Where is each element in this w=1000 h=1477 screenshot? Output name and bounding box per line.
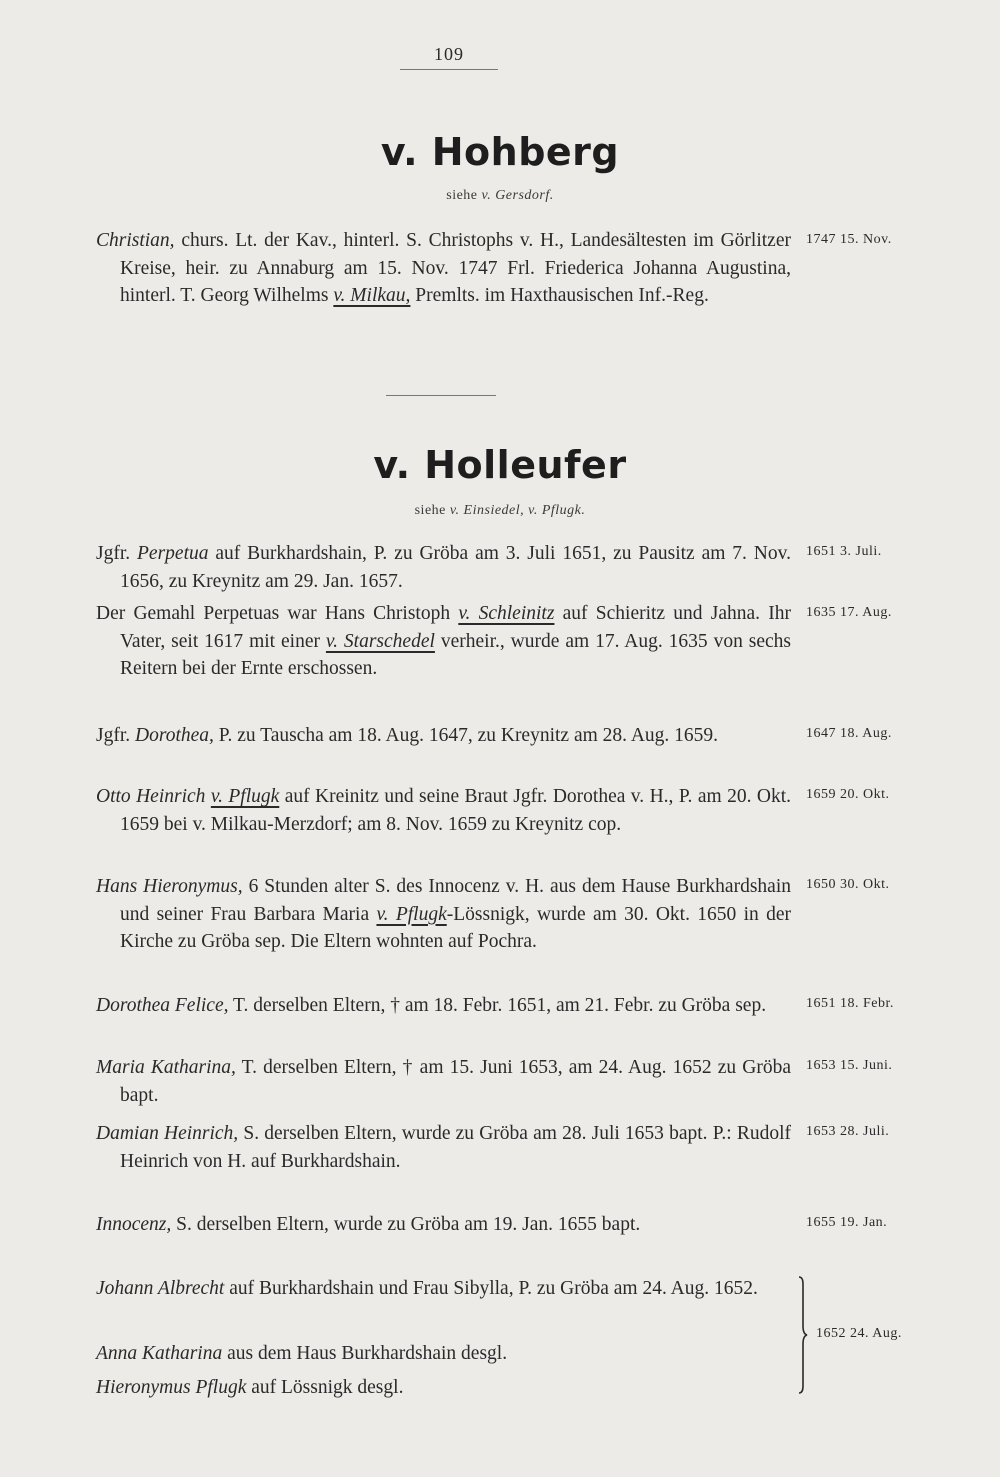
entry-otto-heinrich: Otto Heinrich v. Pflugk auf Kreinitz und seine Braut Jgfr. Dorothea v. H., P. am 20. Okt. 1659 bei v. Milkau-Merzdorf; am 8. Nov. 1659 zu Kreynitz cop. [96, 786, 792, 835]
entry-damian-heinrich: Damian Heinrich, S. derselben Eltern, wurde zu Gröba am 28. Juli 1653 bapt. P.: Rudolf Heinrich von H. auf Burkhardshain. [96, 1123, 791, 1172]
entry-christian: Christian, churs. Lt. der Kav., hinterl. S. Christophs v. H., Landesältesten im Görlitzer Kreise, heir. zu Annaburg am 15. Nov. 1747 Frl. Friederica Johanna Augustina, hinterl. T. Georg Wilhelms v. Milkau, Premlts. im Haxthausischen Inf.-Reg. [96, 230, 791, 306]
entry-hans-hieronymus: Hans Hieronymus, 6 Stunden alter S. des Innocenz v. H. aus dem Hause Burkhardshain und seiner Frau Barbara Maria v. Pflugk-Lössnigk, wurde am 30. Okt. 1650 in der Kirche zu Gröba sep. Die Eltern wohnten auf Pochra. [96, 876, 791, 952]
underlined-ref: v. Pflugk [210, 786, 280, 807]
entry-gemahl: Der Gemahl Perpetuas war Hans Christoph v. Schleinitz auf Schieritz und Jahna. Ihr Vater, seit 1617 mit einer v. Starschedel verheir., wurde am 17. Aug. 1635 von sechs Reitern bei der Ernte erschossen. [96, 603, 792, 679]
underlined-ref: v. Starschedel [325, 630, 435, 652]
margin-date-group: 1652 24. Aug. [816, 1326, 902, 1341]
underlined-ref: v. Milkau, [333, 285, 411, 306]
entry-johann-albrecht: Johann Albrecht auf Burkhardshain und Frau Sibylla, P. zu Gröba am 24. Aug. 1652. [96, 1278, 758, 1299]
margin-date: 1659 20. Okt. [806, 787, 890, 802]
entry-maria-katharina: Maria Katharina, T. derselben Eltern, † am 15. Juni 1653, am 24. Aug. 1652 zu Gröba bapt. [96, 1057, 791, 1106]
section-title-hohberg: v. Hohberg [380, 130, 620, 174]
see-also-holleufer: siehe v. Einsiedel, v. Pflugk. [414, 503, 586, 518]
underlined-ref: v. Pflugk [376, 903, 447, 925]
underlined-ref: v. Schleinitz [458, 603, 555, 624]
see-also-hohberg: siehe v. Gersdorf. [446, 188, 554, 203]
entry-perpetua: Jgfr. Perpetua auf Burkhardshain, P. zu Gröba am 3. Juli 1651, zu Pausitz am 7. Nov. 1656, zu Kreynitz am 29. Jan. 1657. [96, 543, 792, 592]
entry-innocenz: Innocenz, S. derselben Eltern, wurde zu Gröba am 19. Jan. 1655 bapt. [96, 1214, 641, 1235]
margin-date: 1635 17. Aug. [806, 605, 892, 620]
margin-date: 1647 18. Aug. [806, 726, 892, 741]
margin-date: 1747 15. Nov. [806, 232, 892, 247]
margin-date: 1655 19. Jan. [806, 1215, 888, 1230]
page-number: 109 [400, 44, 498, 70]
entry-anna-katharina: Anna Katharina aus dem Haus Burkhardshain desgl. [96, 1343, 508, 1364]
margin-date: 1651 3. Juli. [806, 544, 882, 559]
see-also-refs: v. Einsiedel, v. Pflugk. [449, 503, 586, 518]
group-brace [798, 1276, 808, 1394]
see-also-refs: v. Gersdorf. [481, 188, 554, 203]
margin-date: 1653 28. Juli. [806, 1124, 890, 1139]
margin-date: 1650 30. Okt. [806, 877, 890, 892]
entry-dorothea-felice: Dorothea Felice, T. derselben Eltern, † am 18. Febr. 1651, am 21. Febr. zu Gröba sep. [96, 995, 767, 1016]
entry-dorothea: Jgfr. Dorothea, P. zu Tauscha am 18. Aug. 1647, zu Kreynitz am 28. Aug. 1659. [96, 725, 719, 746]
margin-date: 1653 15. Juni. [806, 1058, 893, 1073]
entry-hieronymus-pflugk: Hieronymus Pflugk auf Lössnigk desgl. [96, 1377, 404, 1398]
margin-date: 1651 18. Febr. [806, 996, 894, 1011]
section-title-holleufer: v. Holleufer [373, 443, 627, 487]
section-divider [386, 395, 496, 396]
